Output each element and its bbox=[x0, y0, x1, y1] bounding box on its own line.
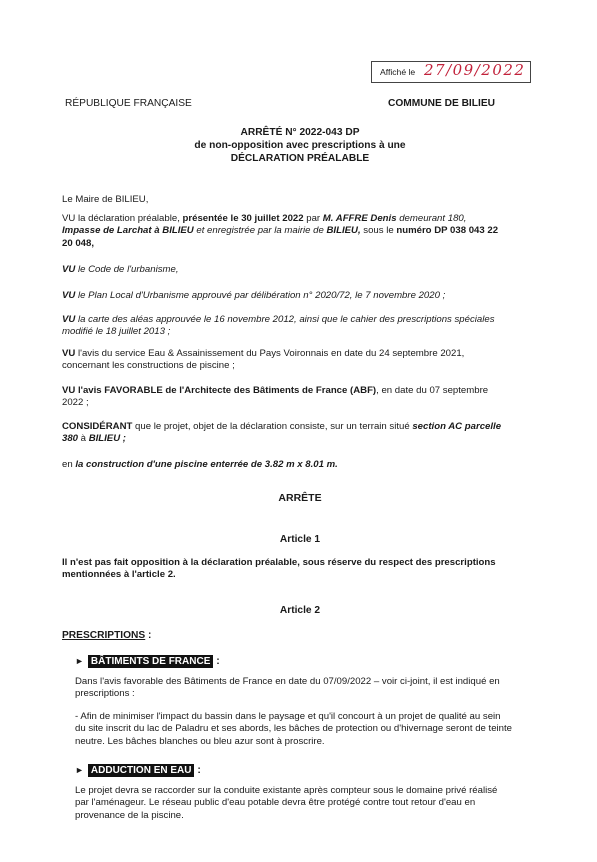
vu-avis-abf: VU l'avis FAVORABLE de l'Architecte des Bâtiments de France (ABF), en date du 07 septembre 2022 ; bbox=[62, 385, 489, 409]
vu-plu: VU le Plan Local d'Urbanisme approuvé par délibération n° 2020/72, le 7 novembre 2020 ; bbox=[62, 290, 446, 301]
decree-title bbox=[100, 126, 500, 165]
article-2-title: Article 2 bbox=[279, 605, 321, 616]
article-1-title: Article 1 bbox=[279, 534, 321, 545]
eau-paragraph: Le projet devra se raccorder sur la conduite existante après compteur sous le domaine privé réalisé par l'aménageur. Le réseau public d'eau potable devra être protégé contre tout retour d'eau en provenance de la piscine. bbox=[75, 785, 498, 821]
vu-avis-eau: VU l'avis du service Eau & Assainissement du Pays Voironnais en date du 24 septembre 2021, concernant les constructions de piscine ; bbox=[62, 348, 465, 372]
abf-paragraph-2: - Afin de minimiser l'impact du bassin dans le paysage et qu'il concourt à un projet de qualité au sein du site inscrit du lac de Paladru et ses abords, les bâches de protection ou d'hivernage seront de teinte neutre. Les bâches blanches ou bleu azur sont à proscrire. bbox=[75, 711, 513, 747]
decree-type: DÉCLARATION PRÉALABLE bbox=[230, 153, 370, 164]
eau-section-heading: ► ADDUCTION EN EAU : bbox=[75, 764, 201, 776]
commune-label: COMMUNE DE BILIEU bbox=[388, 98, 495, 109]
vu-carte-aleas: VU la carte des aléas approuvée le 16 novembre 2012, ainsi que le cahier des prescriptions spéciales modifié le 18 juillet 2013 ; bbox=[62, 314, 495, 338]
considerant: CONSIDÉRANT que le projet, objet de la déclaration consiste, sur un terrain situé section AC parcelle 380 à BILIEU ; bbox=[62, 421, 502, 445]
vu-declaration: VU la déclaration préalable, présentée le 30 juillet 2022 par M. AFFRE Denis demeurant 180, Impasse de Larchat à BILIEU et enregistrée par la mairie de BILIEU, sous le numéro DP 038 043 22 20 048, bbox=[62, 213, 499, 249]
decree-subtitle: de non-opposition avec prescriptions à une bbox=[194, 140, 406, 151]
stamp-handwritten-date: 27/09/2022 bbox=[424, 61, 526, 79]
stamp-label: Affiché le bbox=[380, 67, 416, 77]
posting-stamp bbox=[371, 61, 531, 83]
prescriptions-heading: PRESCRIPTIONS : bbox=[62, 630, 152, 641]
abf-heading-label: BÂTIMENTS DE FRANCE bbox=[88, 655, 213, 668]
republic-label: RÉPUBLIQUE FRANÇAISE bbox=[65, 98, 192, 109]
arrete-heading: ARRÊTE bbox=[278, 492, 322, 504]
abf-section-heading: ► BÂTIMENTS DE FRANCE : bbox=[75, 655, 220, 667]
eau-heading-label: ADDUCTION EN EAU bbox=[88, 764, 195, 777]
triangle-bullet-icon: ► bbox=[75, 656, 84, 666]
project-description: en la construction d'une piscine enterrée de 3.82 m x 8.01 m. bbox=[62, 459, 338, 470]
decree-number: ARRÊTÉ N° 2022-043 DP bbox=[240, 127, 360, 138]
vu-code-urbanisme: VU le Code de l'urbanisme, bbox=[62, 264, 179, 275]
abf-paragraph-1: Dans l'avis favorable des Bâtiments de France en date du 07/09/2022 – voir ci-joint, il est indiqué en prescriptions : bbox=[75, 676, 500, 700]
triangle-bullet-icon: ► bbox=[75, 765, 84, 775]
mayor-line: Le Maire de BILIEU, bbox=[62, 194, 149, 205]
article-1-text: Il n'est pas fait opposition à la déclaration préalable, sous réserve du respect des prescriptions mentionnées à l'article 2. bbox=[62, 557, 496, 581]
